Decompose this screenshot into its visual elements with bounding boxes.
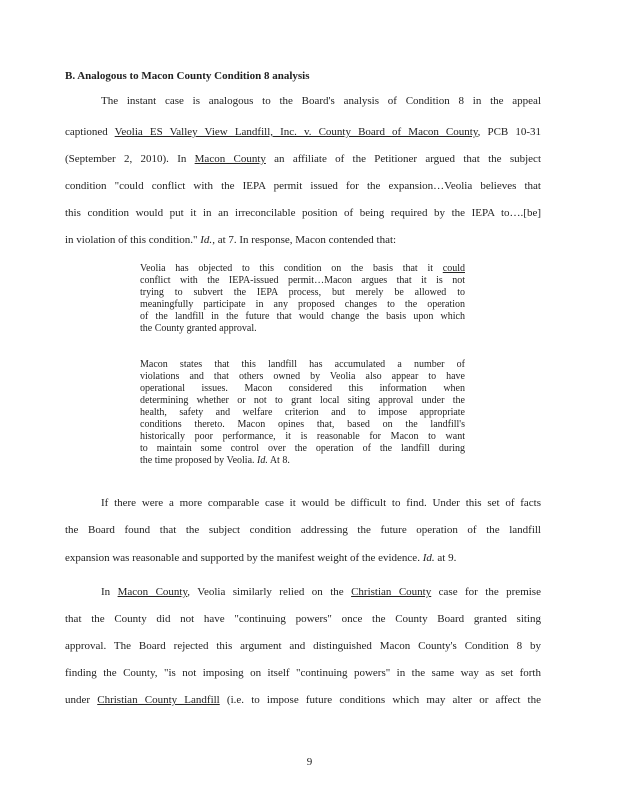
block-quote-line: the time proposed by Veolia. Id. At 8. bbox=[140, 455, 290, 466]
block-quote-line: violations and that others owned by Veolia also appear to have bbox=[140, 371, 465, 382]
block-quote-line: operational issues. Macon considered this information when bbox=[140, 383, 465, 394]
block-quote-line: Macon states that this landfill has accumulated a number of bbox=[140, 359, 465, 370]
paragraph-line: this condition would put it in an irreconcilable position of being required by the IEPA to….[be] bbox=[65, 207, 541, 219]
paragraph-line: under Christian County Landfill (i.e. to impose future conditions which may alter or affect the bbox=[65, 694, 541, 706]
paragraph-line: in violation of this condition." Id., at 7. In response, Macon contended that: bbox=[65, 234, 397, 246]
paragraph-line: If there were a more comparable case it would be difficult to find. Under this set of facts bbox=[101, 497, 541, 509]
block-quote-line: the County granted approval. bbox=[140, 323, 257, 334]
block-quote-line: conditions thereto. Macon opines that, based on the landfill's bbox=[140, 419, 465, 430]
case-citation: Veolia ES Valley View Landfill, Inc. v. County Board of Macon County bbox=[114, 126, 478, 138]
page-number: 9 bbox=[306, 756, 313, 768]
block-quote-line: historically poor performance, it is reasonable for Macon to want bbox=[140, 431, 465, 442]
paragraph-line: The instant case is analogous to the Board's analysis of Condition 8 in the appeal bbox=[101, 95, 541, 107]
paragraph-line: (September 2, 2010). In Macon County an affiliate of the Petitioner argued that the subject bbox=[65, 153, 541, 165]
paragraph-line: captioned Veolia ES Valley View Landfill, Inc. v. County Board of Macon County, PCB 10-31 bbox=[65, 126, 541, 138]
block-quote-line: of the landfill in the future that would change the basis upon which bbox=[140, 311, 465, 322]
case-citation: Christian County bbox=[351, 586, 432, 598]
paragraph-line: finding the County, "is not imposing on itself "continuing powers" in the same way as set forth bbox=[65, 667, 541, 679]
case-citation: Christian County Landfill bbox=[97, 694, 220, 706]
paragraph-line: approval. The Board rejected this argument and distinguished Macon County's Condition 8 by bbox=[65, 640, 541, 652]
paragraph-line: In Macon County, Veolia similarly relied on the Christian County case for the premise bbox=[101, 586, 541, 598]
paragraph-line: that the County did not have "continuing powers" once the County Board granted siting bbox=[65, 613, 541, 625]
block-quote-line: trying to subvert the IEPA process, but merely be allowed to bbox=[140, 287, 465, 298]
block-quote-line: Veolia has objected to this condition on the basis that it could bbox=[140, 263, 465, 274]
paragraph-line: condition "could conflict with the IEPA permit issued for the expansion…Veolia believes that bbox=[65, 180, 541, 192]
section-heading: B. Analogous to Macon County Condition 8 analysis bbox=[65, 70, 310, 82]
block-quote-line: determining whether or not to grant local siting approval under the bbox=[140, 395, 465, 406]
block-quote-line: to maintain some control over the operation of the landfill during bbox=[140, 443, 465, 454]
block-quote-line: conflict with the IEPA-issued permit…Macon argues that it is not bbox=[140, 275, 465, 286]
case-citation: Macon County bbox=[117, 586, 188, 598]
paragraph-line: expansion was reasonable and supported by the manifest weight of the evidence. Id. at 9. bbox=[65, 552, 457, 564]
block-quote-line: health, safety and welfare criterion and to impose appropriate bbox=[140, 407, 465, 418]
case-citation: Macon County bbox=[194, 153, 266, 165]
paragraph-line: the Board found that the subject condition addressing the future operation of the landfill bbox=[65, 524, 541, 536]
block-quote-line: meaningfully participate in any proposed changes to the operation bbox=[140, 299, 465, 310]
